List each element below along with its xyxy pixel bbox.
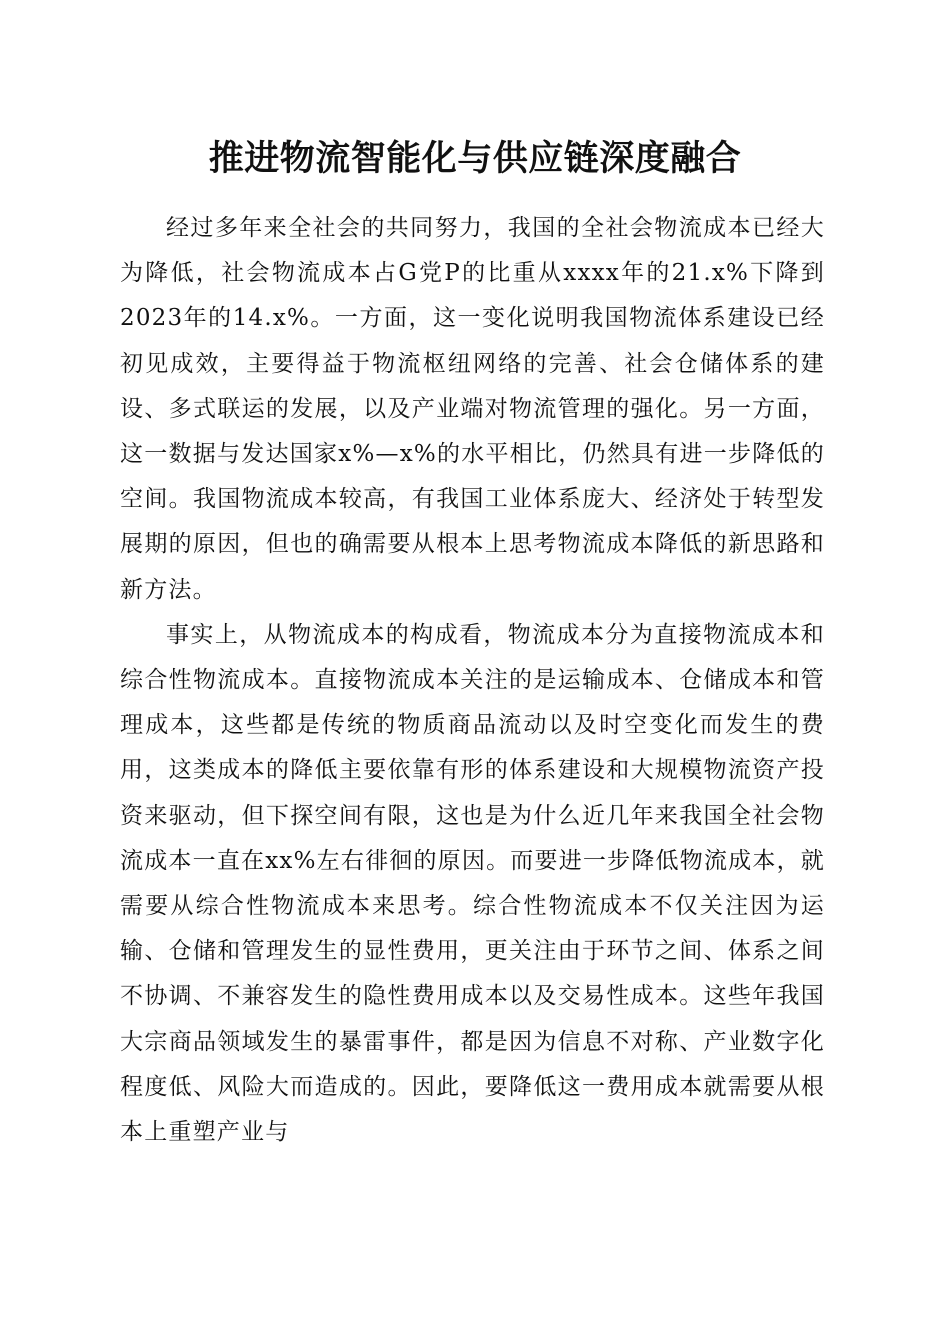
document-title: 推进物流智能化与供应链深度融合 — [208, 138, 742, 179]
document-body — [120, 206, 825, 1155]
paragraph-2: 事实上，从物流成本的构成看，物流成本分为直接物流成本和综合性物流成本。直接物流成本关注的是运输成本、仓储成本和管理成本，这些都是传统的物质商品流动以及时空变化而发生的费用，这类成本的降低主要依靠有形的体系建设和大规模物流资产投资来驱动，但下探空间有限，这也是为什么近几年来我国全社会物流成本一直在xx%左右徘徊的原因。而要进一步降低物流成本，就需要从综合性物流成本来思考。综合性物流成本不仅关注因为运输、仓储和管理发生的显性费用，更关注由于环节之间、体系之间不协调、不兼容发生的隐性费用成本以及交易性成本。这些年我国大宗商品领域发生的暴雷事件，都是因为信息不对称、产业数字化程度低、风险大而造成的。因此，要降低这一费用成本就需要从根本上重塑产业与 — [120, 621, 825, 1146]
paragraph-1: 经过多年来全社会的共同努力，我国的全社会物流成本已经大为降低，社会物流成本占G党P的比重从xxxx年的21.x%下降到2023年的14.x%。一方面，这一变化说明我国物流体系建设已经初见成效，主要得益于物流枢纽网络的完善、社会仓储体系的建设、多式联运的发展，以及产业端对物流管理的强化。另一方面，这一数据与发达国家x%—x%的水平相比，仍然具有进一步降低的空间。我国物流成本较高，有我国工业体系庞大、经济处于转型发展期的原因，但也的确需要从根本上思考物流成本降低的新思路和新方法。 — [120, 215, 825, 603]
